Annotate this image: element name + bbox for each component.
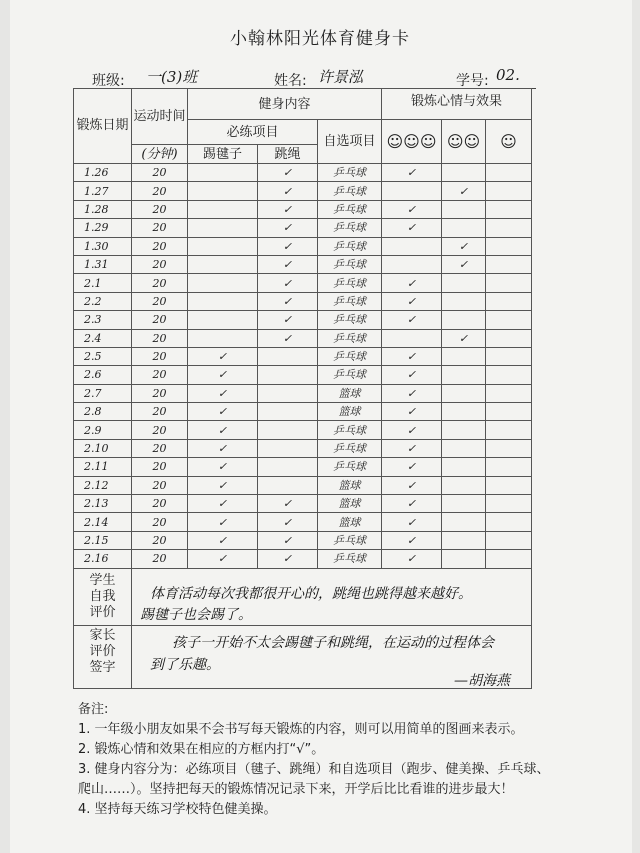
mood-2-check [442,347,486,365]
mood-1-check [486,531,532,549]
mood-3-check: ✓ [382,421,442,439]
rope-check [258,366,318,384]
optional-cell: 乒乓球 [318,329,382,347]
mood-3-check: ✓ [382,476,442,494]
table-row [74,292,532,310]
shuttlecock-check: ✓ [188,366,258,384]
date-cell: 1.29 [74,219,132,237]
mood-cell-2 [442,120,486,164]
mood-1-check [486,421,532,439]
optional-cell: 乒乓球 [318,255,382,273]
optional-cell: 乒乓球 [318,182,382,200]
rope-check [258,458,318,476]
rope-check: ✓ [258,182,318,200]
time-cell: 20 [132,366,188,384]
table-row [74,495,532,513]
mood-1-check [486,164,532,182]
table-row [74,219,532,237]
note-1: 1. 一年级小朋友如果不会书写每天锻炼的内容，则可以用简单的图画来表示。 [78,722,524,737]
mood-2-check: ✓ [442,329,486,347]
rope-check: ✓ [258,531,318,549]
rope-check: ✓ [258,219,318,237]
table-row [74,255,532,273]
table-row [74,531,532,549]
mood-3-check: ✓ [382,458,442,476]
table-row [74,311,532,329]
time-cell: 20 [132,274,188,292]
date-cell: 2.12 [74,476,132,494]
mood-1-check [486,311,532,329]
shuttlecock-check [188,237,258,255]
id-label: 学号: [456,73,489,89]
mood-1-check [486,366,532,384]
header-date: 锻炼日期 [74,89,132,164]
table-row [74,384,532,402]
optional-cell: 乒乓球 [318,200,382,218]
mood-1-check [486,200,532,218]
table-row [74,329,532,347]
shuttlecock-check: ✓ [188,513,258,531]
mood-3-check: ✓ [382,513,442,531]
time-cell: 20 [132,495,188,513]
shuttlecock-check [188,329,258,347]
mood-2-check [442,311,486,329]
mood-3-check: ✓ [382,347,442,365]
rope-check: ✓ [258,255,318,273]
mood-3-check: ✓ [382,311,442,329]
mood-2-check [442,366,486,384]
shuttlecock-check [188,292,258,310]
mood-3-check: ✓ [382,439,442,457]
header-optional: 自选项目 [318,120,382,164]
optional-cell: 乒乓球 [318,311,382,329]
parent-eval-line-1: 孩子一开始不太会踢毽子和跳绳，在运动的过程体会 [172,635,494,651]
table-row [74,550,532,568]
mood-2-check [442,421,486,439]
date-cell: 2.8 [74,403,132,421]
mood-2-check [442,550,486,568]
mood-1-check [486,182,532,200]
mood-2-check [442,458,486,476]
rope-check [258,476,318,494]
table-row [74,421,532,439]
optional-cell: 乒乓球 [318,550,382,568]
header-time-unit: (分钟) [132,145,188,164]
optional-cell: 乒乓球 [318,274,382,292]
time-cell: 20 [132,531,188,549]
optional-cell: 乒乓球 [318,292,382,310]
id-value: 02. [496,66,520,84]
table-row [74,458,532,476]
mood-3-check [382,182,442,200]
table-row [74,439,532,457]
parent-signature: —胡海燕 [454,673,510,689]
date-cell: 2.1 [74,274,132,292]
mood-3-check: ✓ [382,366,442,384]
mood-3-check: ✓ [382,219,442,237]
header-required: 必练项目 [188,120,318,145]
date-cell: 2.3 [74,311,132,329]
rope-check [258,403,318,421]
parent-eval-label: 家长评价签字 [74,625,132,688]
mood-3-check: ✓ [382,274,442,292]
shuttlecock-check [188,274,258,292]
rope-check: ✓ [258,311,318,329]
table-row [74,164,532,182]
time-cell: 20 [132,458,188,476]
shuttlecock-check [188,255,258,273]
date-cell: 2.15 [74,531,132,549]
mood-2-check [442,384,486,402]
mood-2-check [442,495,486,513]
mood-cell-3 [382,120,442,164]
table-row [74,182,532,200]
header-mood [382,89,532,120]
shuttlecock-check: ✓ [188,403,258,421]
shuttlecock-check: ✓ [188,550,258,568]
mood-3-check [382,237,442,255]
mood-1-check [486,384,532,402]
parent-eval-line-2: 到了乐趣。 [150,657,220,673]
date-cell: 2.16 [74,550,132,568]
note-4: 4. 坚持每天练习学校特色健美操。 [78,802,277,817]
notes [78,700,550,820]
rope-check: ✓ [258,292,318,310]
date-cell: 2.5 [74,347,132,365]
date-cell: 1.31 [74,255,132,273]
mood-cell-1 [486,120,532,164]
date-cell: 2.11 [74,458,132,476]
smile-2-icon: ☺☺ [446,131,481,151]
time-cell: 20 [132,219,188,237]
rope-check: ✓ [258,237,318,255]
self-eval-line-1: 体育活动每次我都很开心的，跳绳也跳得越来越好。 [150,586,472,602]
time-cell: 20 [132,384,188,402]
time-cell: 20 [132,182,188,200]
shuttlecock-check [188,182,258,200]
mood-3-check: ✓ [382,200,442,218]
date-cell: 1.30 [74,237,132,255]
mood-1-check [486,495,532,513]
optional-cell: 乒乓球 [318,219,382,237]
date-cell: 1.28 [74,200,132,218]
shuttlecock-check [188,219,258,237]
name-value: 许景泓 [318,68,364,86]
shuttlecock-check: ✓ [188,439,258,457]
mood-2-check: ✓ [442,255,486,273]
mood-1-check [486,219,532,237]
rope-check: ✓ [258,495,318,513]
mood-1-check [486,439,532,457]
table-row [74,200,532,218]
optional-cell: 乒乓球 [318,439,382,457]
time-cell: 20 [132,237,188,255]
time-cell: 20 [132,311,188,329]
date-cell: 2.2 [74,292,132,310]
rope-check: ✓ [258,550,318,568]
mood-1-check [486,255,532,273]
table-row [74,347,532,365]
optional-cell: 篮球 [318,403,382,421]
shuttlecock-check: ✓ [188,531,258,549]
shuttlecock-check: ✓ [188,476,258,494]
rope-check: ✓ [258,200,318,218]
date-cell: 2.4 [74,329,132,347]
time-cell: 20 [132,439,188,457]
mood-1-check [486,458,532,476]
mood-3-check [382,255,442,273]
note-3: 3. 健身内容分为：必练项目（毽子、跳绳）和自选项目（跑步、健美操、乒乓球、 [78,762,550,777]
class-label: 班级: [92,73,125,89]
time-cell: 20 [132,403,188,421]
time-cell: 20 [132,329,188,347]
mood-2-check [442,219,486,237]
rope-check [258,384,318,402]
mood-3-check: ✓ [382,292,442,310]
mood-3-check: ✓ [382,531,442,549]
mood-1-check [486,403,532,421]
time-cell: 20 [132,513,188,531]
mood-3-check: ✓ [382,384,442,402]
mood-2-check [442,476,486,494]
note-3-cont: 爬山……）。坚持把每天的锻炼情况记录下来，开学后比比看谁的进步最大！ [78,782,514,797]
smile-3-icon: ☺☺☺ [386,131,437,151]
mood-2-check [442,403,486,421]
optional-cell: 乒乓球 [318,237,382,255]
mood-1-check [486,274,532,292]
time-cell: 20 [132,200,188,218]
table-row [74,237,532,255]
shuttlecock-check: ✓ [188,495,258,513]
optional-cell: 篮球 [318,513,382,531]
shuttlecock-check: ✓ [188,421,258,439]
rope-check [258,439,318,457]
optional-cell: 乒乓球 [318,531,382,549]
mood-title: 锻炼心情与效果 [410,93,502,109]
mood-2-check [442,531,486,549]
mood-2-check: ✓ [442,182,486,200]
mood-2-check [442,274,486,292]
header-time: 运动时间 [132,89,188,145]
optional-cell: 篮球 [318,476,382,494]
shuttlecock-check: ✓ [188,384,258,402]
mood-1-check [486,237,532,255]
time-cell: 20 [132,255,188,273]
time-cell: 20 [132,292,188,310]
mood-1-check [486,476,532,494]
date-cell: 2.7 [74,384,132,402]
mood-2-check [442,200,486,218]
rope-check [258,421,318,439]
time-cell: 20 [132,476,188,494]
date-cell: 2.14 [74,513,132,531]
smile-1-icon: ☺ [500,131,517,151]
mood-2-check [442,513,486,531]
optional-cell: 篮球 [318,384,382,402]
mood-1-check [486,550,532,568]
mood-1-check [486,513,532,531]
rope-check [258,347,318,365]
self-eval-line-2: 踢毽子也会踢了。 [140,607,252,623]
optional-cell: 乒乓球 [318,458,382,476]
mood-3-check [382,329,442,347]
header-rope: 跳绳 [258,145,318,164]
class-value: 一(3)班 [146,68,198,86]
time-cell: 20 [132,421,188,439]
header-content: 健身内容 [188,89,382,120]
optional-cell: 乒乓球 [318,421,382,439]
date-cell: 2.10 [74,439,132,457]
date-cell: 2.6 [74,366,132,384]
shuttlecock-check: ✓ [188,458,258,476]
table-row [74,476,532,494]
rope-check: ✓ [258,329,318,347]
optional-cell: 乒乓球 [318,366,382,384]
shuttlecock-check [188,311,258,329]
time-cell: 20 [132,164,188,182]
mood-3-check: ✓ [382,495,442,513]
date-cell: 1.27 [74,182,132,200]
mood-1-check [486,347,532,365]
date-cell: 1.26 [74,164,132,182]
table-row [74,513,532,531]
time-cell: 20 [132,347,188,365]
optional-cell: 乒乓球 [318,347,382,365]
shuttlecock-check [188,164,258,182]
optional-cell: 篮球 [318,495,382,513]
shuttlecock-check: ✓ [188,347,258,365]
shuttlecock-check [188,200,258,218]
self-eval-label: 学生自我评价 [74,568,132,625]
table-row [74,403,532,421]
date-cell: 2.9 [74,421,132,439]
rope-check: ✓ [258,513,318,531]
time-cell: 20 [132,550,188,568]
optional-cell: 乒乓球 [318,164,382,182]
mood-1-check [486,329,532,347]
rope-check: ✓ [258,164,318,182]
mood-3-check: ✓ [382,164,442,182]
date-cell: 2.13 [74,495,132,513]
mood-1-check [486,292,532,310]
mood-2-check [442,439,486,457]
mood-2-check [442,292,486,310]
name-label: 姓名: [274,73,307,89]
table-row [74,366,532,384]
mood-3-check: ✓ [382,403,442,421]
mood-2-check: ✓ [442,237,486,255]
header-shuttlecock: 踢毽子 [188,145,258,164]
card-title: 小翰林阳光体育健身卡 [230,29,410,49]
note-2: 2. 锻炼心情和效果在相应的方框内打“√”。 [78,742,325,757]
mood-3-check: ✓ [382,550,442,568]
note-title: 备注: [78,702,109,717]
mood-2-check [442,164,486,182]
rope-check: ✓ [258,274,318,292]
table-row [74,274,532,292]
